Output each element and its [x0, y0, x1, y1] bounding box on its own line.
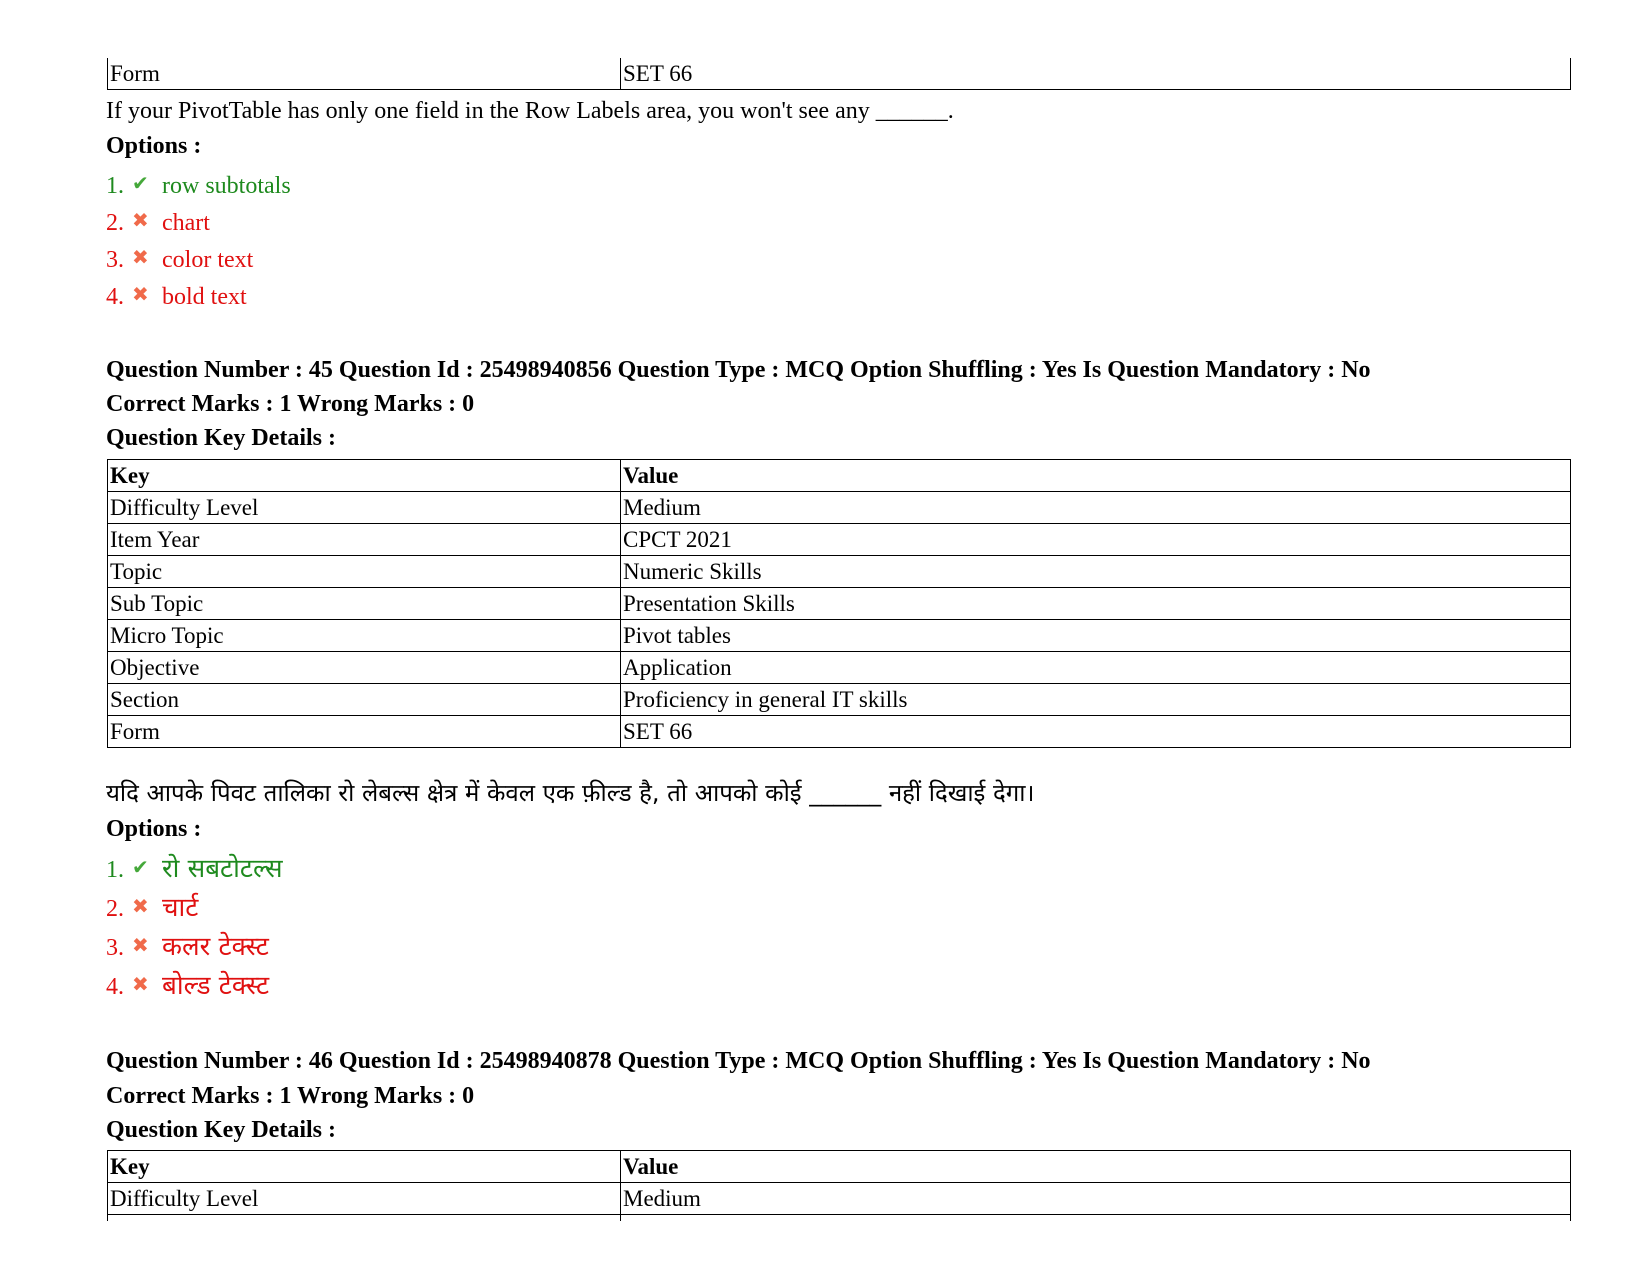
- key-cell: Difficulty Level: [108, 1183, 621, 1215]
- option-number: 4.: [106, 284, 124, 310]
- value-cell: Numeric Skills: [621, 556, 1571, 588]
- option-item: [106, 205, 210, 238]
- column-header-value: Value: [621, 1151, 1571, 1183]
- column-header-key: Key: [108, 460, 621, 492]
- option-item: [106, 930, 269, 963]
- question-marks: Correct Marks : 1 Wrong Marks : 0: [106, 391, 475, 417]
- table-row: [108, 524, 1571, 556]
- cross-icon: ✖: [132, 933, 149, 957]
- key-cell: Topic: [108, 556, 621, 588]
- question-marks: Correct Marks : 1 Wrong Marks : 0: [106, 1083, 475, 1109]
- table-row: [108, 556, 1571, 588]
- cross-icon: ✖: [132, 972, 149, 996]
- column-header-key: Key: [108, 1151, 621, 1183]
- key-cell: Item Year: [108, 524, 621, 556]
- value-cell: Application: [621, 652, 1571, 684]
- option-number: 2.: [106, 896, 124, 922]
- table-row-cut: [108, 1215, 1571, 1222]
- cross-icon: ✖: [132, 208, 149, 232]
- key-cell: Difficulty Level: [108, 492, 621, 524]
- table-row: [108, 58, 1571, 90]
- cross-icon: ✖: [132, 282, 149, 306]
- key-cell: Objective: [108, 652, 621, 684]
- question-key-table: [107, 1150, 1571, 1221]
- value-cell: Presentation Skills: [621, 588, 1571, 620]
- option-text: color text: [162, 247, 254, 273]
- cross-icon: ✖: [132, 894, 149, 918]
- option-text: कलर टेक्स्ट: [162, 932, 269, 962]
- value-cell: CPCT 2021: [621, 524, 1571, 556]
- value-cell: Pivot tables: [621, 620, 1571, 652]
- check-icon: ✔: [132, 171, 149, 195]
- options-label: Options :: [106, 133, 202, 159]
- key-cell: Form: [108, 58, 621, 90]
- table-row: [108, 1183, 1571, 1215]
- value-cell: SET 66: [621, 58, 1571, 90]
- value-cell: Medium: [621, 492, 1571, 524]
- question-key-table: [107, 459, 1571, 748]
- option-text: bold text: [162, 284, 247, 310]
- key-cell: Form: [108, 716, 621, 748]
- option-item: [106, 852, 283, 885]
- option-number: 3.: [106, 247, 124, 273]
- option-item: [106, 969, 269, 1002]
- option-text: चार्ट: [162, 893, 199, 923]
- key-cell: Section: [108, 684, 621, 716]
- key-cell: [108, 1215, 621, 1222]
- question-text-en: If your PivotTable has only one field in the Row Labels area, you won't see any ______.: [106, 98, 954, 124]
- table-row: [108, 684, 1571, 716]
- cross-icon: ✖: [132, 245, 149, 269]
- option-item: [106, 279, 247, 312]
- options-label: Options :: [106, 816, 202, 842]
- question-header: Question Number : 45 Question Id : 25498940856 Question Type : MCQ Option Shuffling : Yes Is Question Mandatory : No: [106, 357, 1371, 383]
- column-header-value: Value: [621, 460, 1571, 492]
- option-number: 2.: [106, 210, 124, 236]
- check-icon: ✔: [132, 855, 149, 879]
- top-key-table: [107, 58, 1571, 90]
- option-number: 3.: [106, 935, 124, 961]
- option-item: [106, 891, 198, 924]
- key-details-label: Question Key Details :: [106, 1117, 336, 1143]
- value-cell: Medium: [621, 1183, 1571, 1215]
- table-row: [108, 588, 1571, 620]
- table-row: [108, 492, 1571, 524]
- option-number: 1.: [106, 173, 124, 199]
- value-cell: Proficiency in general IT skills: [621, 684, 1571, 716]
- value-cell: [621, 1215, 1571, 1222]
- option-text: बोल्ड टेक्स्ट: [162, 971, 270, 1001]
- key-details-label: Question Key Details :: [106, 425, 336, 451]
- question-header: Question Number : 46 Question Id : 25498940878 Question Type : MCQ Option Shuffling : Yes Is Question Mandatory : No: [106, 1048, 1371, 1074]
- option-item: [106, 168, 291, 201]
- key-cell: Sub Topic: [108, 588, 621, 620]
- option-text: row subtotals: [162, 173, 291, 199]
- option-text: chart: [162, 210, 210, 236]
- question-text-hi: यदि आपके पिवट तालिका रो लेबल्स क्षेत्र में केवल एक फ़ील्ड है, तो आपको कोई ______ नहीं दिखाई देगा।: [106, 779, 1035, 807]
- option-text: रो सबटोटल्स: [162, 854, 283, 884]
- table-row: [108, 652, 1571, 684]
- value-cell: SET 66: [621, 716, 1571, 748]
- option-number: 1.: [106, 857, 124, 883]
- table-header-row: [108, 1151, 1571, 1183]
- option-number: 4.: [106, 974, 124, 1000]
- key-cell: Micro Topic: [108, 620, 621, 652]
- table-header-row: [108, 460, 1571, 492]
- table-row: [108, 620, 1571, 652]
- table-row: [108, 716, 1571, 748]
- option-item: [106, 242, 253, 275]
